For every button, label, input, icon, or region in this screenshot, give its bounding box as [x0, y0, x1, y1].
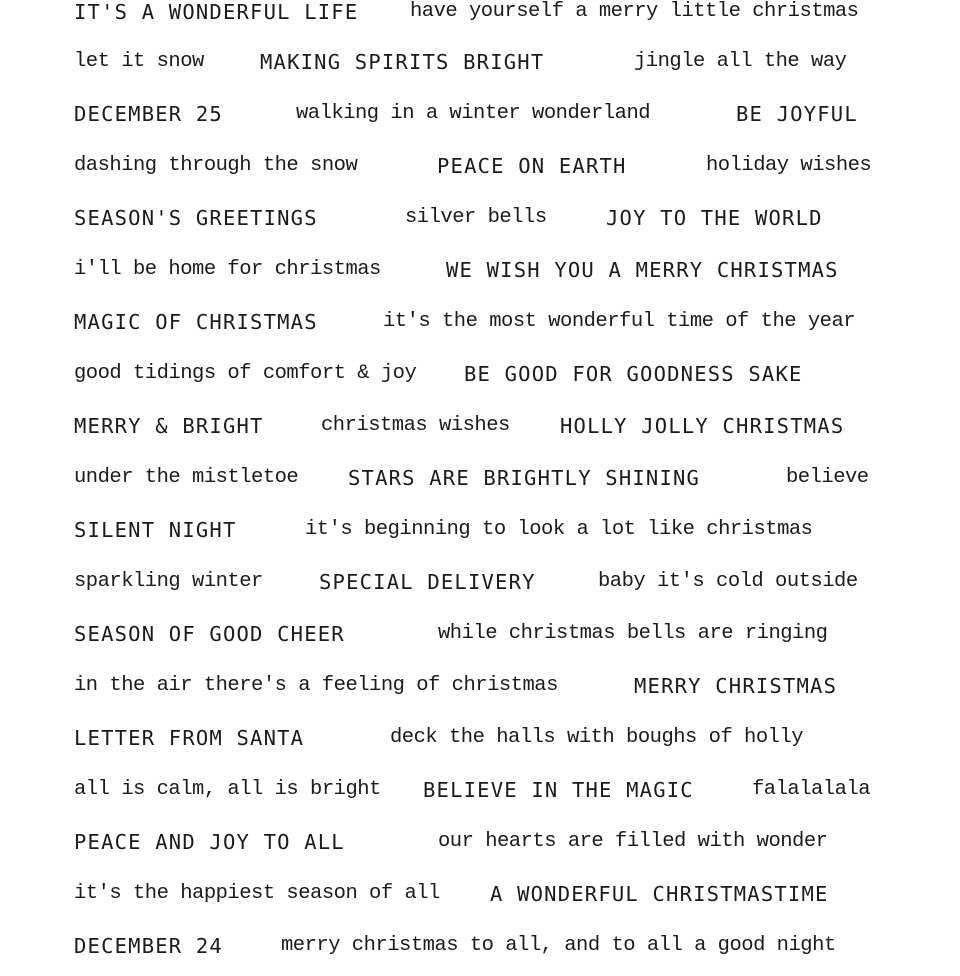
phrase-row [0, 468, 960, 508]
phrase-lower: believe [786, 466, 869, 489]
phrase-row [0, 260, 960, 300]
phrase-caps: DECEMBER 25 [74, 102, 223, 126]
phrase-lower: holiday wishes [706, 154, 872, 177]
phrase-lower: merry christmas to all, and to all a good night [281, 934, 836, 957]
phrase-lower: it's beginning to look a lot like christmas [305, 518, 813, 541]
phrase-lower: dashing through the snow [74, 154, 358, 177]
phrase-lower: deck the halls with boughs of holly [390, 726, 804, 749]
phrase-lower: jingle all the way [634, 50, 847, 73]
phrase-row [0, 104, 960, 144]
phrase-lower: sparkling winter [74, 570, 263, 593]
phrase-lower: i'll be home for christmas [74, 258, 381, 281]
phrase-caps: HOLLY JOLLY CHRISTMAS [560, 414, 845, 438]
phrase-row [0, 52, 960, 92]
phrase-row [0, 208, 960, 248]
phrase-caps: BELIEVE IN THE MAGIC [423, 778, 694, 802]
phrase-row [0, 728, 960, 768]
phrase-row [0, 364, 960, 404]
phrase-row [0, 676, 960, 716]
phrase-lower: under the mistletoe [74, 466, 299, 489]
phrase-caps: MERRY & BRIGHT [74, 414, 264, 438]
phrase-row [0, 416, 960, 456]
phrase-lower: it's the happiest season of all [74, 882, 440, 905]
phrase-row [0, 832, 960, 872]
phrase-caps: STARS ARE BRIGHTLY SHINING [348, 466, 701, 490]
phrase-lower: silver bells [405, 206, 547, 229]
phrase-lower: christmas wishes [321, 414, 510, 437]
phrase-row [0, 936, 960, 976]
phrase-caps: A WONDERFUL CHRISTMASTIME [490, 882, 829, 906]
phrase-row [0, 884, 960, 924]
phrase-caps: SILENT NIGHT [74, 518, 237, 542]
phrase-lower: good tidings of comfort & joy [74, 362, 417, 385]
phrase-caps: PEACE ON EARTH [437, 154, 627, 178]
phrase-lower: all is calm, all is bright [74, 778, 381, 801]
phrase-lower: let it snow [74, 50, 204, 73]
phrase-caps: IT'S A WONDERFUL LIFE [74, 0, 359, 24]
phrase-lower: have yourself a merry little christmas [410, 0, 859, 23]
phrase-lower: falalalala [752, 778, 871, 801]
phrase-lower: while christmas bells are ringing [438, 622, 828, 645]
phrase-row [0, 0, 960, 40]
phrase-caps: JOY TO THE WORLD [606, 206, 823, 230]
phrase-lower: it's the most wonderful time of the year [383, 310, 856, 333]
phrase-caps: MERRY CHRISTMAS [634, 674, 838, 698]
phrase-caps: BE GOOD FOR GOODNESS SAKE [464, 362, 803, 386]
phrase-caps: MAGIC OF CHRISTMAS [74, 310, 318, 334]
phrase-row [0, 624, 960, 664]
phrase-caps: LETTER FROM SANTA [74, 726, 305, 750]
phrase-caps: BE JOYFUL [736, 102, 858, 126]
phrase-caps: PEACE AND JOY TO ALL [74, 830, 345, 854]
phrase-caps: WE WISH YOU A MERRY CHRISTMAS [446, 258, 839, 282]
phrase-row [0, 156, 960, 196]
phrase-caps: DECEMBER 24 [74, 934, 223, 958]
phrase-row [0, 780, 960, 820]
phrase-caps: SEASON'S GREETINGS [74, 206, 318, 230]
phrase-caps: MAKING SPIRITS BRIGHT [260, 50, 545, 74]
phrase-row [0, 312, 960, 352]
phrase-lower: in the air there's a feeling of christmas [74, 674, 558, 697]
phrase-lower: our hearts are filled with wonder [438, 830, 828, 853]
phrase-row [0, 572, 960, 612]
phrase-row [0, 520, 960, 560]
phrase-lower: walking in a winter wonderland [296, 102, 651, 125]
phrase-lower: baby it's cold outside [598, 570, 858, 593]
phrase-caps: SPECIAL DELIVERY [319, 570, 536, 594]
phrase-caps: SEASON OF GOOD CHEER [74, 622, 345, 646]
